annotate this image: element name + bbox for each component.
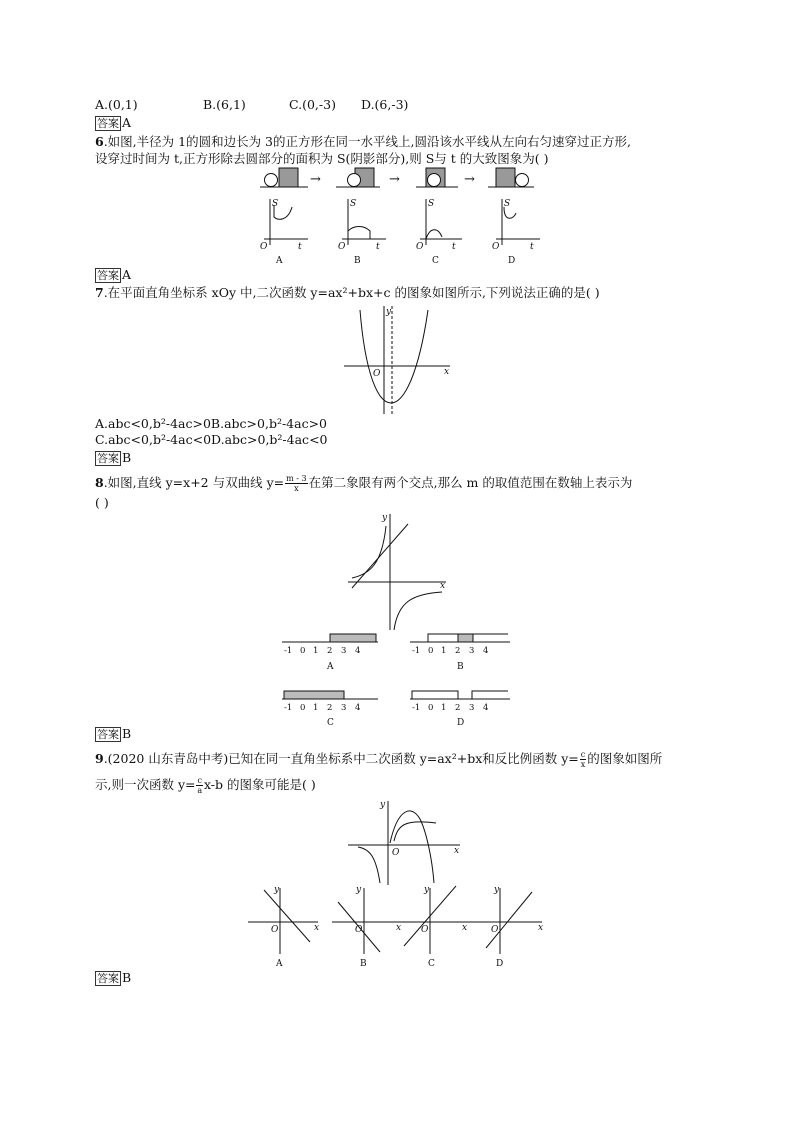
graph-d-o: O (492, 242, 500, 252)
q9-text-a: .(2020 山东青岛中考)已知在同一直角坐标系中二次函数 y=ax²+bx和反比例函数 y= (103, 751, 579, 766)
tick-b-4: 4 (483, 646, 489, 656)
q9-main-figure (346, 797, 464, 887)
tick-d-4: 4 (483, 703, 489, 713)
answer-value: A (122, 267, 132, 282)
q7-axis-x: x (444, 367, 450, 377)
fraction-denominator: a (197, 786, 203, 795)
graph-b-s: S (350, 199, 357, 209)
q9-text-d: x-b 的图象可能是( ) (203, 777, 316, 792)
q5-option-d: D.(6,-3) (361, 97, 409, 112)
tick-d-0: 0 (428, 703, 434, 713)
graph-a-o: O (260, 242, 268, 252)
numline-label-a: A (327, 662, 334, 672)
q7-options-cd: C.abc<0,b²-4ac<0D.abc>0,b²-4ac<0 (95, 432, 328, 447)
q8-axis-x: x (440, 581, 446, 591)
q9-label-c: C (428, 959, 435, 969)
opt-a-y: y (274, 885, 280, 895)
q9-fraction-1 (580, 750, 586, 769)
tick-a-2: 2 (327, 646, 333, 656)
answer-badge: 答案 (97, 117, 119, 130)
q9-axis-x: x (454, 846, 460, 856)
tick-a-1: 1 (313, 646, 319, 656)
graph-d-t: t (530, 242, 534, 252)
opt-b-x: x (396, 923, 402, 933)
graph-c-s: S (428, 199, 435, 209)
q5-options (95, 97, 408, 113)
answer-value: B (122, 450, 132, 465)
answer-value: A (122, 115, 132, 130)
q9-label-a: A (276, 959, 283, 969)
q8-text-a: .如图,直线 y=x+2 与双曲线 y= (103, 475, 285, 490)
arrow-2: → (389, 172, 400, 187)
q5-option-c: C.(0,-3) (289, 97, 336, 112)
q9-fraction-2 (196, 776, 202, 795)
q9-text-c: 示,则一次函数 y= (95, 777, 196, 792)
q8-hyperbola-figure (346, 508, 451, 633)
tick-a-m1: -1 (284, 646, 293, 656)
q9-answer (95, 970, 131, 986)
answer-value: B (122, 726, 132, 741)
q8-text-b: 在第二象限有两个交点,那么 m 的取值范围在数轴上表示为 (308, 475, 633, 490)
q6-graphs (256, 197, 546, 267)
graph-label-a: A (276, 256, 283, 266)
question-number: 8 (95, 475, 104, 490)
graph-b-t: t (376, 242, 380, 252)
tick-c-4: 4 (355, 703, 361, 713)
fraction-numerator: m - 3 (286, 474, 307, 483)
opt-c-o: O (421, 925, 429, 935)
opt-c-x: x (462, 923, 468, 933)
tick-c-3: 3 (341, 703, 347, 713)
question-number: 6 (95, 134, 104, 149)
q7-origin: O (373, 369, 381, 379)
q6-text-1: .如图,半径为 1的圆和边长为 3的正方形在同一水平线上,圆沿该水平线从左向右匀速穿过正方形, (103, 134, 631, 149)
answer-badge: 答案 (97, 728, 119, 741)
tick-a-0: 0 (300, 646, 306, 656)
tick-a-4: 4 (355, 646, 361, 656)
opt-c-y: y (424, 885, 430, 895)
q8-stem (95, 474, 632, 493)
tick-d-m1: -1 (412, 703, 421, 713)
answer-badge: 答案 (97, 452, 119, 465)
q9-stem-line2 (95, 776, 316, 795)
graph-label-c: C (432, 256, 439, 266)
opt-a-x: x (314, 923, 320, 933)
tick-b-1: 1 (441, 646, 447, 656)
fraction-numerator: c (580, 750, 586, 759)
q8-paren: ( ) (95, 495, 109, 510)
graph-d-s: S (504, 199, 511, 209)
opt-d-x: x (538, 923, 544, 933)
q8-axis-y: y (382, 513, 388, 523)
q6-stem-line2 (95, 151, 548, 167)
q9-options-figure (246, 884, 552, 970)
q7-axis-y: y (386, 307, 392, 317)
q5-answer (95, 115, 131, 131)
tick-b-0: 0 (428, 646, 434, 656)
opt-d-y: y (494, 885, 500, 895)
tick-c-m1: -1 (284, 703, 293, 713)
numline-label-d: D (457, 718, 465, 728)
arrow-3: → (464, 172, 475, 187)
graph-a-t: t (298, 242, 302, 252)
q6-text-2: 设穿过时间为 t,正方形除去圆部分的面积为 S(阴影部分),则 S与 t 的大致图象为( ) (95, 151, 549, 166)
tick-d-2: 2 (455, 703, 461, 713)
tick-c-0: 0 (300, 703, 306, 713)
fraction-denominator: x (580, 760, 586, 769)
q9-label-b: B (360, 959, 367, 969)
graph-a-s: S (272, 199, 279, 209)
tick-c-1: 1 (313, 703, 319, 713)
opt-b-o: O (355, 925, 363, 935)
question-number: 7 (95, 285, 104, 300)
question-number: 9 (95, 751, 104, 766)
q7-answer (95, 450, 131, 466)
arrow-1: → (310, 172, 321, 187)
q6-stem-line1 (95, 134, 631, 150)
q6-motion-figure (258, 166, 538, 192)
graph-c-t: t (452, 242, 456, 252)
fraction-denominator: x (294, 484, 299, 493)
q5-option-a: A.(0,1) (95, 97, 138, 112)
answer-badge: 答案 (97, 972, 119, 985)
graph-label-b: B (354, 256, 361, 266)
q8-paren-line (95, 495, 109, 511)
graph-b-o: O (338, 242, 346, 252)
tick-d-1: 1 (441, 703, 447, 713)
q8-answer (95, 726, 131, 742)
opt-d-o: O (491, 925, 499, 935)
fraction-numerator: c (197, 776, 202, 785)
q6-answer (95, 267, 131, 283)
opt-b-y: y (356, 885, 362, 895)
tick-b-2: 2 (455, 646, 461, 656)
answer-value: B (122, 970, 132, 985)
graph-c-o: O (416, 242, 424, 252)
q7-text: .在平面直角坐标系 xOy 中,二次函数 y=ax²+bx+c 的图象如图所示,下列说法正确的是( ) (103, 285, 600, 300)
q9-origin: O (392, 848, 400, 858)
answer-badge: 答案 (97, 269, 119, 282)
q8-number-lines (282, 632, 522, 727)
tick-a-3: 3 (341, 646, 347, 656)
q7-stem (95, 285, 600, 301)
q9-label-d: D (496, 959, 504, 969)
tick-b-3: 3 (469, 646, 475, 656)
q9-axis-y: y (380, 800, 386, 810)
q9-stem-line1 (95, 750, 662, 769)
opt-a-o: O (271, 925, 279, 935)
q7-options-line2 (95, 432, 328, 448)
q8-fraction (285, 474, 307, 493)
q7-options-line1 (95, 416, 327, 432)
q5-option-b: B.(6,1) (203, 97, 246, 112)
q7-options-ab: A.abc<0,b²-4ac>0B.abc>0,b²-4ac>0 (95, 416, 328, 431)
numline-label-b: B (457, 662, 464, 672)
numline-label-c: C (327, 718, 334, 728)
tick-c-2: 2 (327, 703, 333, 713)
tick-d-3: 3 (469, 703, 475, 713)
graph-label-d: D (508, 256, 516, 266)
q7-parabola-figure (340, 304, 455, 416)
q9-text-b: 的图象如图所 (587, 751, 663, 766)
tick-b-m1: -1 (412, 646, 421, 656)
